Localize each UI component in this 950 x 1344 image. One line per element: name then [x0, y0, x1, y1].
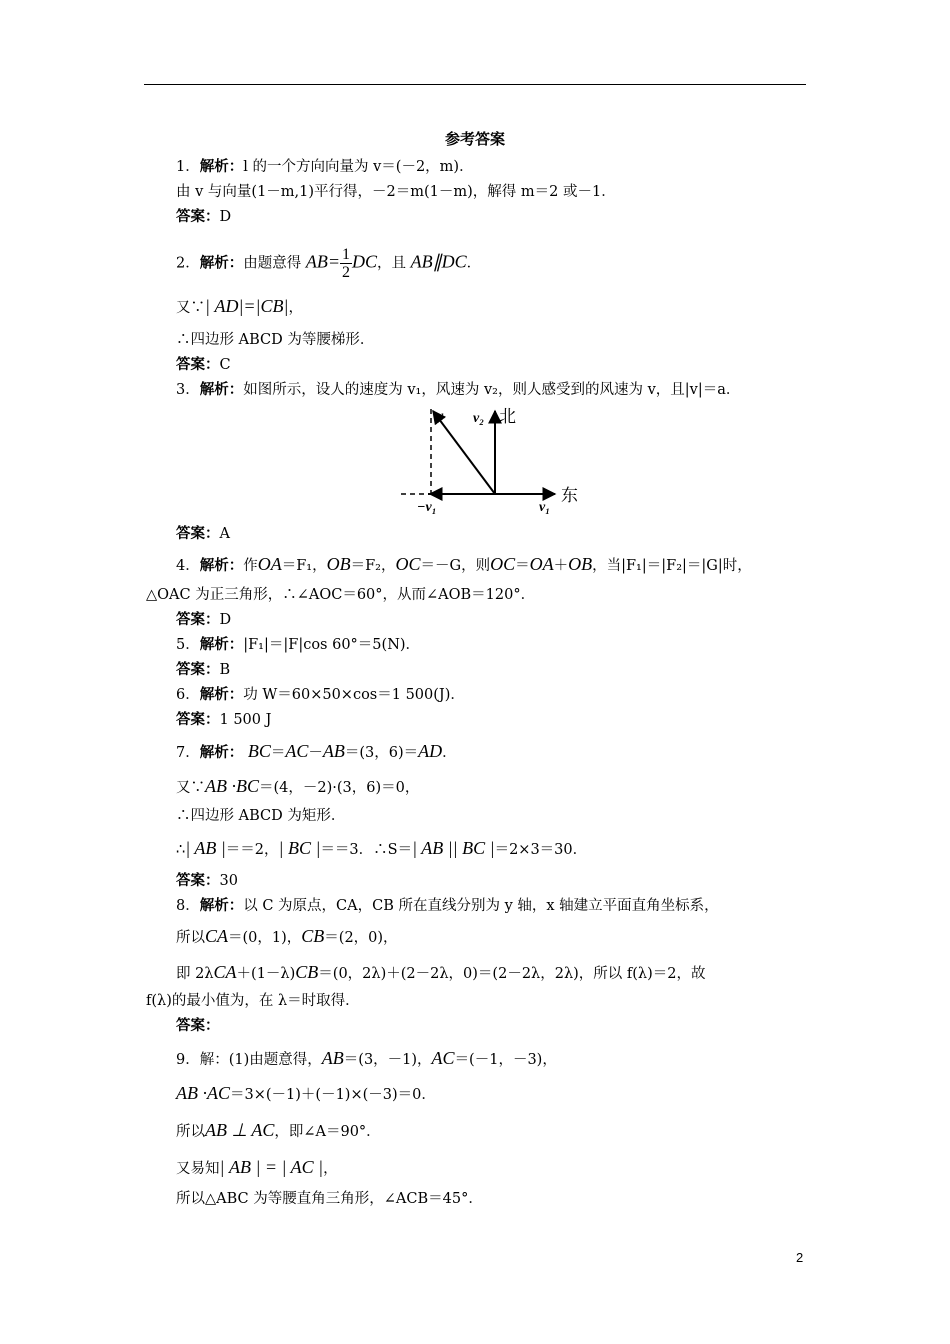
q2-text-because: 又∵ [176, 300, 205, 316]
q7-end: ． [442, 745, 457, 761]
q7-number: 7． [176, 745, 200, 761]
q3-number: 3． [176, 382, 200, 398]
vector-ac: AC [285, 741, 309, 761]
q6-answer [176, 710, 271, 730]
q3-text: 如图所示，设人的速度为 v₁，风速为 v₂，则人感受到的风速为 v，且|v|＝a． [243, 382, 741, 398]
answer-value: D [219, 209, 232, 225]
q4-eq1: ＝F₁， [281, 558, 327, 574]
answer-label: 答案： [176, 611, 220, 628]
vector-bc: BC [247, 741, 271, 761]
q4-eq4: ＝ [515, 558, 530, 574]
answer-label: 答案： [176, 661, 220, 678]
fraction-denominator: 2 [342, 264, 350, 281]
q9-comma: ， [323, 1161, 338, 1177]
q4-plus: ＋ [553, 558, 569, 574]
vector-dc: DC [441, 251, 467, 272]
label-v2: v₂ [473, 411, 485, 426]
q9-line-3 [176, 1120, 381, 1142]
q1-line-1 [176, 157, 474, 177]
q9-line-4 [176, 1157, 338, 1179]
vector-cb: CB [295, 962, 319, 982]
vector-ob: OB [568, 554, 593, 574]
q4-number: 4． [176, 558, 200, 574]
q8-line-3 [176, 962, 706, 984]
q9-line-5: 所以△ABC 为等腰直角三角形，∠ACB＝45°． [176, 1191, 483, 1207]
q2-text: 由题意得 [243, 255, 302, 272]
q7-eq1: ＝ [270, 745, 286, 761]
answer-value: B [219, 662, 231, 678]
q5-line-1 [176, 635, 420, 655]
q5-answer [176, 660, 230, 680]
q9-t1: ＝(3，－1)， [343, 1052, 432, 1068]
q2-answer [176, 355, 231, 375]
q9-pre: 解：(1)由题意得， [199, 1052, 322, 1068]
vector-ab: AB [410, 251, 433, 272]
vector-cb: CB [301, 926, 325, 946]
q1-line-2: 由 v 与向量(1－m,1)平行得，－2＝m(1－m)，解得 m＝2 或－1． [176, 184, 616, 200]
q3-line-1 [176, 380, 740, 400]
q4-line-2: △OAC 为正三角形，∴∠AOC＝60°，从而∠AOB＝120°． [146, 587, 536, 603]
q4-analysis-label: 解析： [199, 557, 244, 574]
q9-dot-product: AB ·AC [176, 1083, 230, 1103]
q9-so: 所以 [176, 1124, 205, 1140]
q2-text-mid: ，且 [377, 255, 407, 272]
q7-dot-product: AB ·BC [205, 776, 259, 796]
q1-text-1: l 的一个方向向量为 v＝(－2，m)． [243, 159, 474, 175]
modulus-product: | AB || BC | [412, 838, 495, 858]
label-north: 北 [499, 407, 516, 427]
q5-analysis-label: 解析： [199, 636, 244, 653]
q7-t2: ＝＝3．∴S＝ [320, 842, 413, 858]
q6-text: 功 W＝60×50×cos＝1 500(J)． [243, 687, 465, 703]
answer-value: C [219, 357, 231, 373]
equals-sign: = [327, 251, 340, 272]
q4-text-pre: 作 [243, 558, 258, 574]
q7-eq2: ＝(3，6)＝ [344, 745, 419, 761]
modulus-ab: | AB | [185, 838, 226, 858]
answer-value: 1 500 J [219, 712, 272, 728]
answer-value: D [219, 612, 232, 628]
q2-number: 2． [176, 255, 200, 272]
q4-answer [176, 610, 231, 630]
vector-ob: OB [326, 554, 351, 574]
modulus-bc: | BC | [278, 838, 321, 858]
q6-analysis-label: 解析： [199, 686, 244, 703]
q8-line-4: f(λ)的最小值为，在 λ＝时取得． [146, 993, 360, 1009]
q8-namely: 即 2λ [176, 966, 214, 982]
q8-analysis-label: 解析： [199, 897, 244, 914]
q2-line-2 [176, 296, 303, 318]
answer-label: 答案： [176, 525, 220, 542]
q5-text: |F₁|＝|F|cos 60°＝5(N)． [243, 637, 421, 653]
vector-ab: AB [321, 1048, 344, 1068]
q2-comma: ， [288, 300, 303, 316]
q8-text-1: 以 C 为原点，CA，CB 所在直线分别为 y 轴，x 轴建立平面直角坐标系， [243, 898, 719, 914]
q4-eq2: ＝F₂， [350, 558, 396, 574]
q2-analysis-label: 解析： [199, 254, 244, 272]
q6-number: 6． [176, 687, 200, 703]
q4-eq3: ＝－G，则 [420, 558, 491, 574]
q8-t1: ＝(0，1)， [228, 930, 302, 946]
q7-line-4 [176, 838, 587, 860]
q9-line-2 [176, 1083, 436, 1105]
q1-number: 1． [176, 159, 200, 175]
q9-dot-value: ＝3×(－1)＋(－1)×(－3)＝0． [230, 1087, 436, 1103]
perpendicular-expr: AB ⊥ AC [205, 1120, 275, 1140]
vector-oc: OC [395, 554, 421, 574]
q7-therefore: ∴ [176, 842, 186, 858]
vector-oa: OA [529, 554, 554, 574]
q7-answer [176, 871, 238, 891]
q9-t2: ＝(－1，－3)， [454, 1052, 557, 1068]
q7-line-3: ∴四边形 ABCD 为矩形． [176, 808, 346, 824]
vector-ab: AB [305, 251, 328, 272]
vector-oc: OC [490, 554, 516, 574]
label-east: 东 [561, 486, 578, 506]
q7-line-1 [176, 741, 457, 763]
q2-modulus-expr: | AD|=|CB| [205, 296, 289, 316]
q9-number: 9． [176, 1052, 200, 1068]
q8-t3: ＋(1－λ) [236, 966, 296, 982]
q9-angle-a: ，即∠A＝90°． [274, 1124, 381, 1140]
q7-analysis-label: 解析： [199, 744, 244, 761]
answer-label: 答案： [176, 872, 220, 889]
page-title: 参考答案 [444, 130, 505, 148]
q8-number: 8． [176, 898, 200, 914]
q8-line-2 [176, 926, 398, 948]
q8-answer [176, 1016, 220, 1036]
answer-label: 答案： [176, 711, 220, 728]
answer-label: 答案： [176, 356, 220, 373]
q3-answer [176, 524, 230, 544]
q7-dot-value: ＝(4，－2)·(3，6)＝0， [259, 780, 420, 796]
parallel-sign: ∥ [432, 251, 442, 272]
q2-line-1 [176, 246, 481, 281]
q7-because: 又∵ [176, 780, 205, 796]
q6-line-1 [176, 685, 465, 705]
q2-text-end: ． [466, 255, 482, 272]
q7-t1: ＝＝2， [225, 842, 279, 858]
vector-ac: AC [431, 1048, 455, 1068]
vector-ad: AD [418, 741, 443, 761]
answer-value: A [219, 526, 230, 542]
wind-velocity-diagram [395, 404, 605, 519]
q8-line-1 [176, 896, 719, 916]
q1-analysis-label: 解析： [199, 158, 244, 175]
vector-oa: OA [257, 554, 282, 574]
vector-ca: CA [213, 962, 237, 982]
q1-answer [176, 207, 231, 227]
q4-line-1 [176, 554, 752, 576]
q4-text-post: ，当|F₁|＝|F₂|＝|G|时， [592, 558, 752, 574]
fraction-numerator: 1 [342, 246, 350, 263]
answer-label: 答案： [176, 208, 220, 225]
equal-modulus-expr: | AB | = | AC | [219, 1157, 324, 1177]
answer-label: 答案： [176, 1017, 220, 1034]
q8-so: 所以 [176, 930, 205, 946]
q7-line-2 [176, 776, 419, 798]
q7-minus: － [308, 745, 323, 761]
vector-ab: AB [322, 741, 345, 761]
vector-ca: CA [205, 926, 229, 946]
label-neg-v1: −v₁ [417, 500, 437, 515]
q9-easy-know: 又易知 [176, 1161, 220, 1177]
q9-line-1 [176, 1048, 557, 1070]
answer-value: 30 [219, 873, 238, 889]
page-number: 2 [796, 1250, 804, 1265]
q5-number: 5． [176, 637, 200, 653]
q8-t2: ＝(2，0)， [324, 930, 398, 946]
q8-t4: ＝(0，2λ)＋(2－2λ，0)＝(2－2λ，2λ)，所以 f(λ)＝2，故 [318, 966, 706, 982]
label-v: v [437, 409, 444, 424]
q7-t3: ＝2×3＝30． [494, 842, 588, 858]
header-rule [144, 84, 806, 85]
q3-analysis-label: 解析： [199, 381, 244, 398]
label-v1: v₁ [539, 500, 551, 515]
q2-line-3: ∴四边形 ABCD 为等腰梯形． [176, 332, 375, 348]
fraction-one-half [340, 246, 352, 281]
vector-dc: DC [352, 251, 378, 272]
